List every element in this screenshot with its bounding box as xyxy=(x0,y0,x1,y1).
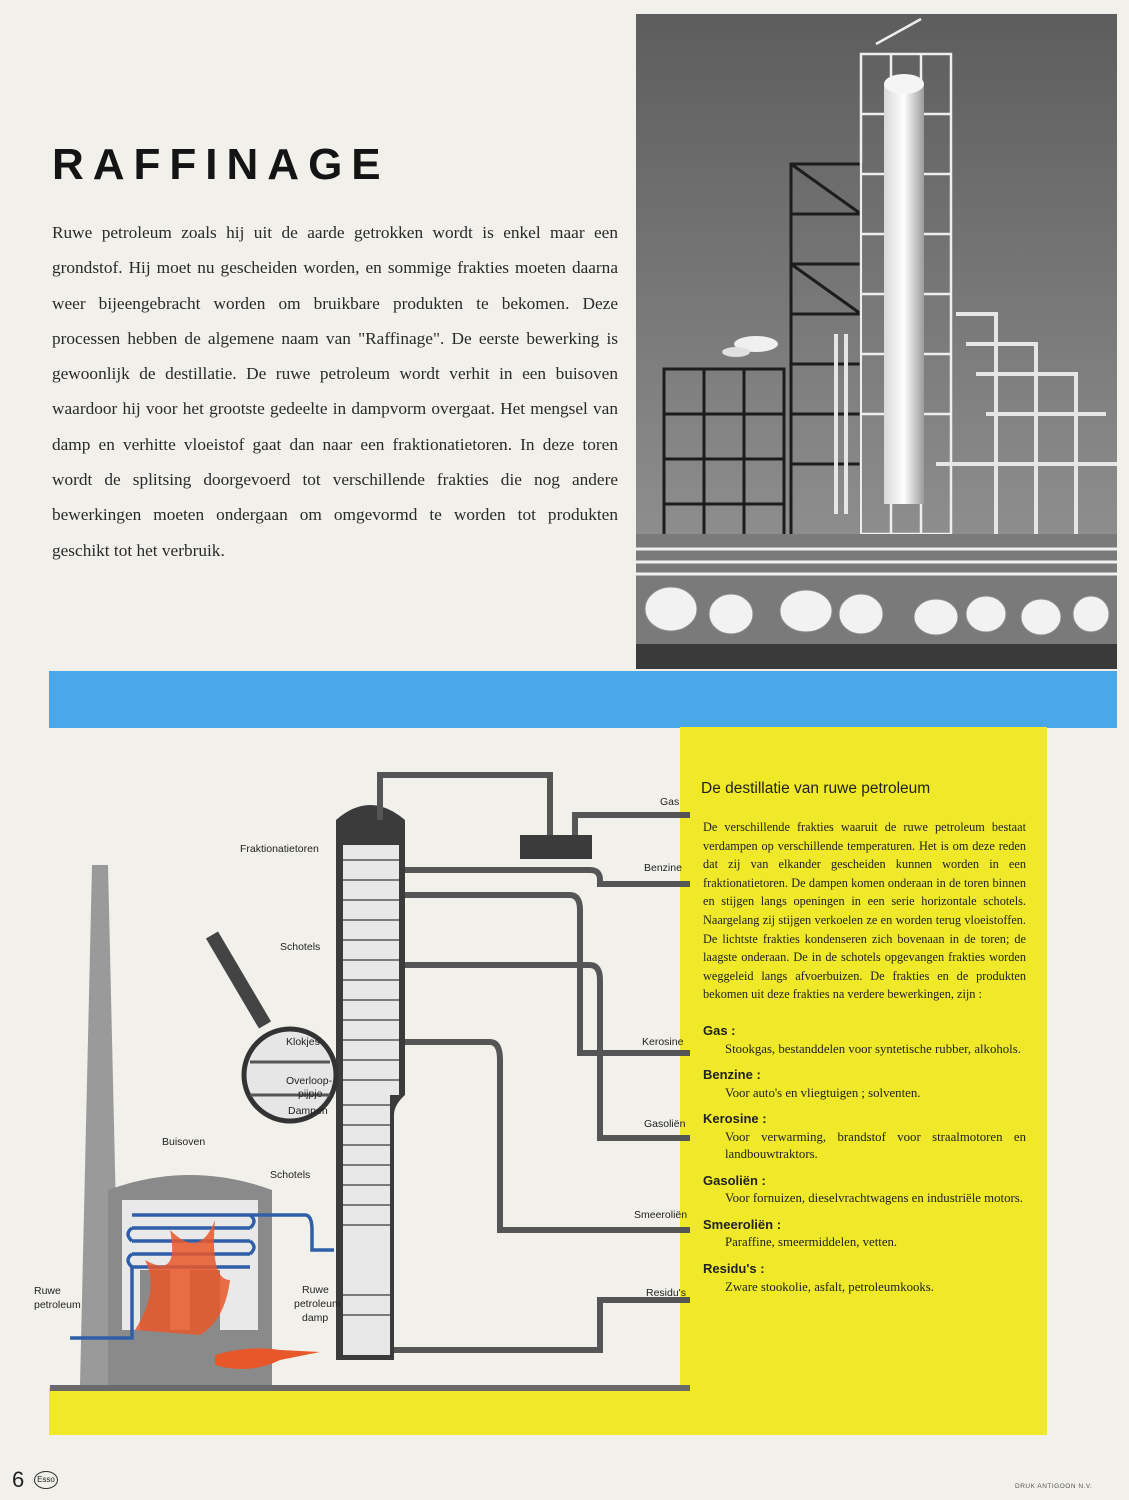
label-overloop-1: Overloop- xyxy=(286,1075,333,1087)
ground-line xyxy=(50,1385,690,1391)
product-name: Residu's : xyxy=(703,1260,765,1276)
label-output-gasolien: Gasoliën xyxy=(644,1118,686,1130)
page-title: RAFFINAGE xyxy=(52,140,390,189)
product-desc: Zware stookolie, asfalt, petroleumkooks. xyxy=(725,1279,934,1294)
label-schotels-bottom: Schotels xyxy=(270,1169,311,1181)
label-overloop-2: pijpje xyxy=(298,1088,323,1100)
refinery-photo xyxy=(636,14,1117,669)
label-output-benzine: Benzine xyxy=(644,862,682,874)
distillation-diagram xyxy=(34,760,700,1400)
product-benzine xyxy=(703,1066,1026,1102)
label-ruwe-2: petroleum xyxy=(34,1299,81,1311)
label-output-smeerolien: Smeeroliën xyxy=(634,1209,688,1221)
product-gas xyxy=(703,1022,1026,1058)
product-name: Gasoliën : xyxy=(703,1172,766,1188)
product-gasolien xyxy=(703,1172,1026,1208)
product-desc: Voor verwarming, brandstof voor straalmotoren en landbouwtraktors. xyxy=(725,1129,1026,1162)
label-output-gas: Gas xyxy=(660,796,680,808)
label-klokjes: Klokjes xyxy=(286,1036,320,1048)
product-desc: Voor fornuizen, dieselvrachtwagens en industriële motors. xyxy=(725,1191,1023,1206)
label-damp-1: Ruwe xyxy=(302,1284,329,1296)
product-name: Gas : xyxy=(703,1022,736,1038)
product-residus xyxy=(703,1260,1026,1296)
product-desc: Voor auto's en vliegtuigen ; solventen. xyxy=(725,1085,921,1100)
label-dampen: Dampen xyxy=(288,1105,328,1117)
box-body xyxy=(703,818,1026,1296)
product-name: Smeeroliën : xyxy=(703,1216,782,1232)
label-buisoven: Buisoven xyxy=(162,1136,206,1148)
product-kerosine xyxy=(703,1110,1026,1164)
product-name: Benzine : xyxy=(703,1067,761,1083)
page-number: 6 xyxy=(12,1467,25,1492)
product-smeerolien xyxy=(703,1216,1026,1252)
label-fraktionatietoren: Fraktionatietoren xyxy=(240,843,319,855)
furnace xyxy=(70,1175,334,1385)
gas-separator xyxy=(520,835,592,859)
product-name: Kerosine : xyxy=(703,1111,767,1127)
label-ruwe-1: Ruwe xyxy=(34,1285,61,1297)
blue-divider-bar xyxy=(49,671,1117,728)
product-desc: Stookgas, bestanddelen voor syntetische rubber, alkohols. xyxy=(725,1041,1021,1056)
printer-credit: DRUK ANTIGOON N.V. xyxy=(1015,1483,1093,1490)
product-desc: Paraffine, smeermiddelen, vetten. xyxy=(725,1235,898,1250)
label-damp-2: petroleum xyxy=(294,1298,341,1310)
label-output-kerosine: Kerosine xyxy=(642,1036,684,1048)
label-damp-3: damp xyxy=(302,1312,329,1324)
label-output-residus: Residu's xyxy=(646,1287,686,1299)
box-paragraph: De verschillende frakties waaruit de ruwe petroleum bestaat verdampen op verschillende temperaturen. Het is om deze reden dat zij van elkander gescheiden kunnen worden in een fraktionatietoren. De dampen komen onderaan in de toren binnen en stijgen langs openingen in een serie horizontale schotels. Naargelang zij stijgen verkoelen ze en worden terug vloeistoffen. De lichtste frakties kondenseren zich bovenaan in de toren; de laagste onderaan. De in de schotels opgevangen frakties worden weggeleid langs afvoerbuizen. De frakties en de produkten bekomen uit deze frakties na verdere bewerkingen, zijn : xyxy=(703,820,1026,1002)
label-schotels-top: Schotels xyxy=(280,941,321,953)
fractionation-tower xyxy=(336,805,405,1360)
box-heading: De destillatie van ruwe petroleum xyxy=(701,780,931,797)
esso-logo: Esso xyxy=(34,1471,58,1489)
intro-paragraph: Ruwe petroleum zoals hij uit de aarde getrokken wordt is enkel maar een grondstof. Hij moet nu gescheiden worden, en sommige frakties moeten daarna weer bijeengebracht worden om bruikbare produkten te bekomen. Deze processen hebben de algemene naam van "Raffinage". De eerste bewerking is gewoonlijk de destillatie. De ruwe petroleum wordt verhit in een buisoven waardoor hij voor het grootste gedeelte in dampvorm overgaat. Het mengsel van damp en verhitte vloeistof gaat dan naar een fraktionatietoren. In deze toren wordt de splitsing doorgevoerd tot verschillende frakties die nog andere bewerkingen moeten ondergaan om omgevormd te worden tot produkten geschikt tot het verbruik. xyxy=(52,223,618,560)
